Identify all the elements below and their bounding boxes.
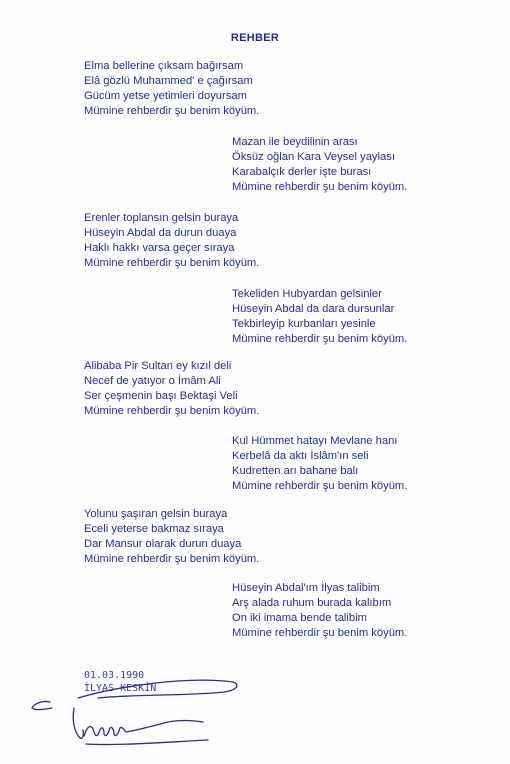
stanza-3 [84,211,259,271]
verse-line: Haklı hakkı varsa geçer sıraya [84,242,235,254]
poem-date: 01.03.1990 [84,670,145,681]
verse-line: Arş alada ruhum burada kalıbım [232,597,392,609]
verse-line: Öksüz oğlan Kara Veysel yaylası [232,151,395,163]
verse-line: Hüseyin Abdal da dara dursunlar [232,303,395,315]
verse-line: Tekbirleyip kurbanları yesinle [232,318,376,330]
verse-line: Mümine rehberdir şu benim köyüm. [84,405,260,417]
verse-line: Mazan ile beydilinin arası [232,136,358,148]
verse-line: On iki imama bende talibim [232,612,367,624]
verse-line: Dar Mansur olarak durun duaya [84,538,242,550]
verse-line: Kul Hümmet hatayı Mevlane hanı [232,435,398,447]
verse-line: Eceli yeterse bakmaz sıraya [84,523,224,535]
verse-line: Hüseyin Abdal'ım İlyas talibim [232,582,380,594]
verse-line: Hüseyin Abdal da durun duaya [84,227,237,239]
verse-line: Elâ gözlü Muhammed' e çağırsam [84,75,253,87]
handwritten-signature [28,664,258,754]
verse-line: Ser çeşmenin başı Bektaşi Veli [84,390,238,402]
verse-line: Mümine rehberdir şu benim köyüm. [84,105,260,117]
stanza-5 [84,359,259,419]
stanza-2 [232,135,407,195]
stanza-6 [232,434,407,494]
poem-title: REHBER [230,32,280,44]
verse-line: Gücüm yetse yetimleri doyursam [84,90,247,102]
verse-line: Mümine rehberdir şu benim köyüm. [232,181,408,193]
verse-line: Elma bellerine çıksam bağırsam [84,60,244,72]
verse-line: Kudretten arı bahane balı [232,465,359,477]
verse-line: Kerbelâ da aktı İslâm'ın seli [232,450,369,462]
verse-line: Mümine rehberdir şu benim köyüm. [232,333,408,345]
verse-line: Tekeliden Hubyardan gelsinler [232,288,382,300]
author-name: İLYAS KESKİN [84,683,157,694]
verse-line: Mümine rehberdir şu benim köyüm. [84,257,260,269]
stanza-4 [232,287,407,347]
stanza-7 [84,507,259,567]
verse-line: Mümine rehberdir şu benim köyüm. [232,480,408,492]
verse-line: Erenler toplansın gelsin buraya [84,212,239,224]
verse-line: Karabalçık derler işte burası [232,166,372,178]
verse-line: Alibaba Pir Sultan ey kızıl deli [84,360,232,372]
verse-line: Mümine rehberdir şu benim köyüm. [232,627,408,639]
verse-line: Yolunu şaşıran gelsin buraya [84,508,228,520]
stanza-8 [232,581,407,641]
verse-line: Necef de yatıyor o İmâm Ali [84,375,221,387]
verse-line: Mümine rehberdir şu benim köyüm. [84,553,260,565]
stanza-1 [84,59,259,119]
